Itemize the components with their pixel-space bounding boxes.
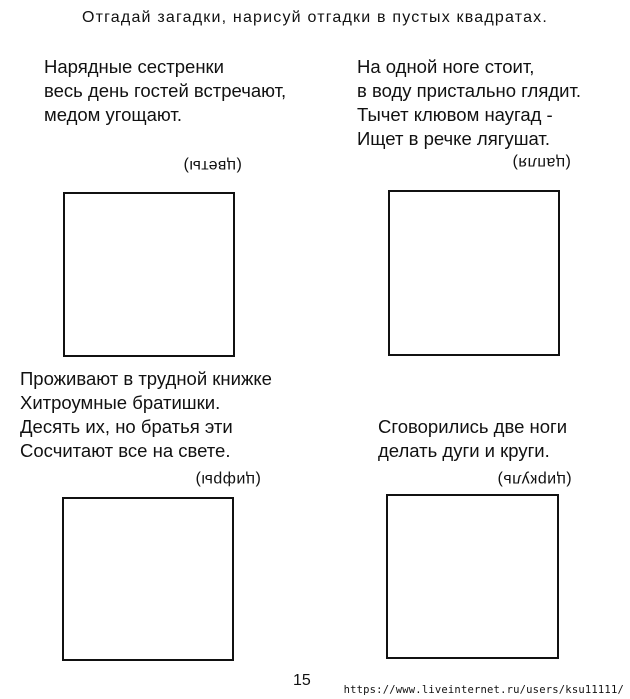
drawing-box-heron[interactable] <box>388 190 560 356</box>
riddle-digits <box>20 367 272 463</box>
drawing-box-flowers[interactable] <box>63 192 235 357</box>
riddle-flowers <box>44 55 286 127</box>
riddle-line: делать дуги и круги. <box>378 440 550 461</box>
riddle-line: Десять их, но братья эти <box>20 416 233 437</box>
answer-digits-upside-down: (цифры) <box>195 471 261 488</box>
source-url[interactable]: https://www.liveinternet.ru/users/ksu11111/ <box>343 684 624 696</box>
riddle-heron <box>357 55 581 151</box>
riddle-line: в воду пристально глядит. <box>357 80 582 101</box>
riddle-line: Сговорились две ноги <box>378 416 568 437</box>
riddle-line: Сосчитают все на свете. <box>20 440 231 461</box>
answer-compass-upside-down: (циркуль) <box>497 471 572 488</box>
riddle-line: весь день гостей встречают, <box>44 80 287 101</box>
riddle-line: Тычет клювом наугад - <box>357 104 553 125</box>
page-instruction: Отгадай загадки, нарисуй отгадки в пустых квадратах. <box>81 9 549 26</box>
answer-flowers-upside-down: (цветы) <box>183 157 242 174</box>
page-number: 15 <box>293 672 311 689</box>
riddle-line: медом угощают. <box>44 104 182 125</box>
riddle-compass <box>378 415 567 463</box>
riddle-line: На одной ноге стоит, <box>357 56 535 77</box>
drawing-box-digits[interactable] <box>62 497 234 661</box>
riddle-line: Нарядные сестренки <box>44 56 224 77</box>
riddle-line: Проживают в трудной книжке <box>20 368 272 389</box>
riddle-line: Хитроумные братишки. <box>20 392 221 413</box>
drawing-box-compass[interactable] <box>386 494 559 659</box>
riddle-line: Ищет в речке лягушат. <box>357 128 550 149</box>
answer-heron-upside-down: (цапля) <box>512 154 571 171</box>
